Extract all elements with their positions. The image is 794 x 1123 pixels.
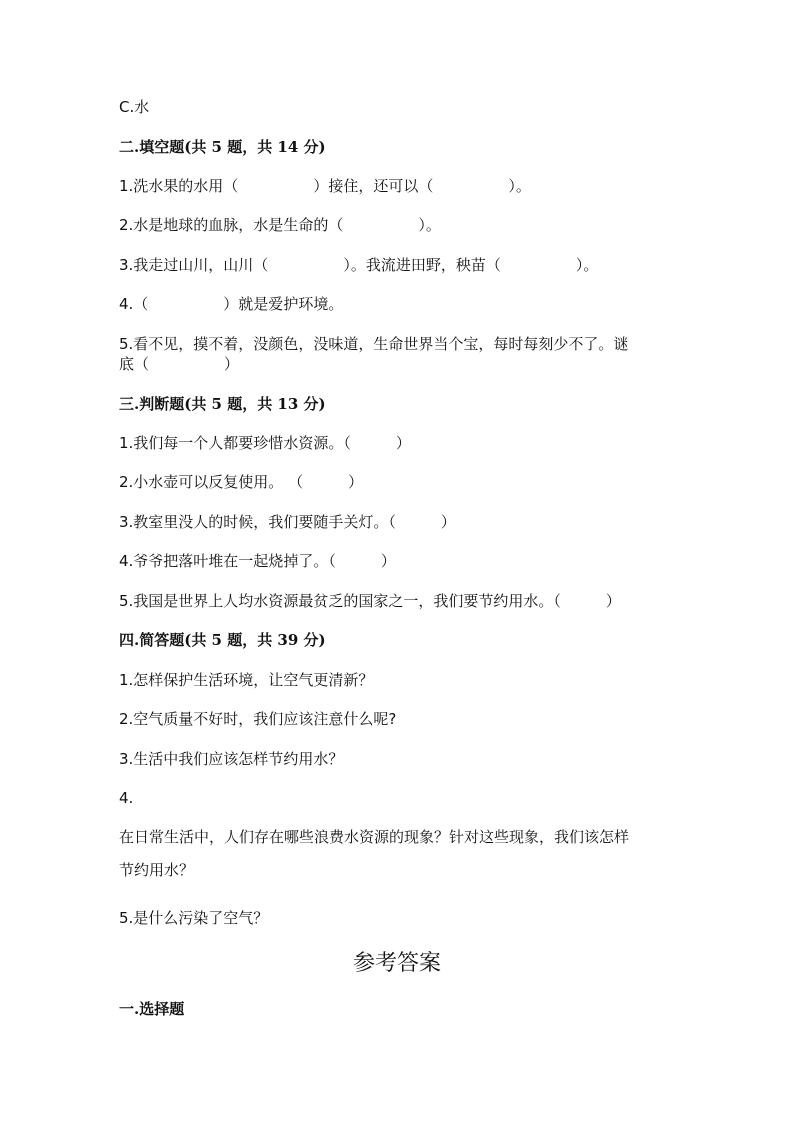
section2-question-2: 2.水是地球的血脉，水是生命的（ ）。 <box>119 216 441 234</box>
section3-question-1: 1.我们每一个人都要珍惜水资源。（ ） <box>119 434 411 452</box>
section4-question-3: 3.生活中我们应该怎样节约用水？ <box>119 750 344 768</box>
section3-heading: 三.判断题(共 5 题，共 13 分) <box>119 395 326 413</box>
section4-question-4-line2: 节约用水？ <box>119 861 195 879</box>
option-c: C.水 <box>119 98 150 116</box>
section3-question-5: 5.我国是世界上人均水资源最贫乏的国家之一，我们要节约用水。（ ） <box>119 592 621 610</box>
section2-heading: 二.填空题(共 5 题，共 14 分) <box>119 138 326 156</box>
section3-question-4: 4.爷爷把落叶堆在一起烧掉了。（ ） <box>119 552 396 570</box>
section3-question-3: 3.教室里没人的时候，我们要随手关灯。（ ） <box>119 513 456 531</box>
section2-question-3: 3.我走过山川，山川（ ）。我流进田野，秧苗（ ）。 <box>119 256 599 274</box>
section4-question-4-line1: 在日常生活中，人们存在哪些浪费水资源的现象？针对这些现象，我们该怎样 <box>119 828 630 846</box>
section2-question-1: 1.洗水果的水用（ ）接住，还可以（ ）。 <box>119 177 531 195</box>
section2-question-5-line1: 5.看不见，摸不着，没颜色，没味道，生命世界当个宝，每时每刻少不了。谜 <box>119 335 629 353</box>
section4-question-5: 5.是什么污染了空气？ <box>119 909 269 927</box>
section4-question-2: 2.空气质量不好时，我们应该注意什么呢? <box>119 710 397 728</box>
section3-question-2: 2.小水壶可以反复使用。 （ ） <box>119 473 364 491</box>
section4-heading: 四.简答题(共 5 题，共 39 分) <box>119 631 326 649</box>
section4-question-4-number: 4. <box>119 789 134 807</box>
answer-title: 参考答案 <box>352 951 441 976</box>
section2-question-5-line2: 底（ ） <box>119 355 240 373</box>
section4-question-1: 1.怎样保护生活环境，让空气更清新？ <box>119 671 374 689</box>
section2-question-4: 4.（ ）就是爱护环境。 <box>119 295 344 313</box>
answer-section1-heading: 一.选择题 <box>119 1000 185 1018</box>
